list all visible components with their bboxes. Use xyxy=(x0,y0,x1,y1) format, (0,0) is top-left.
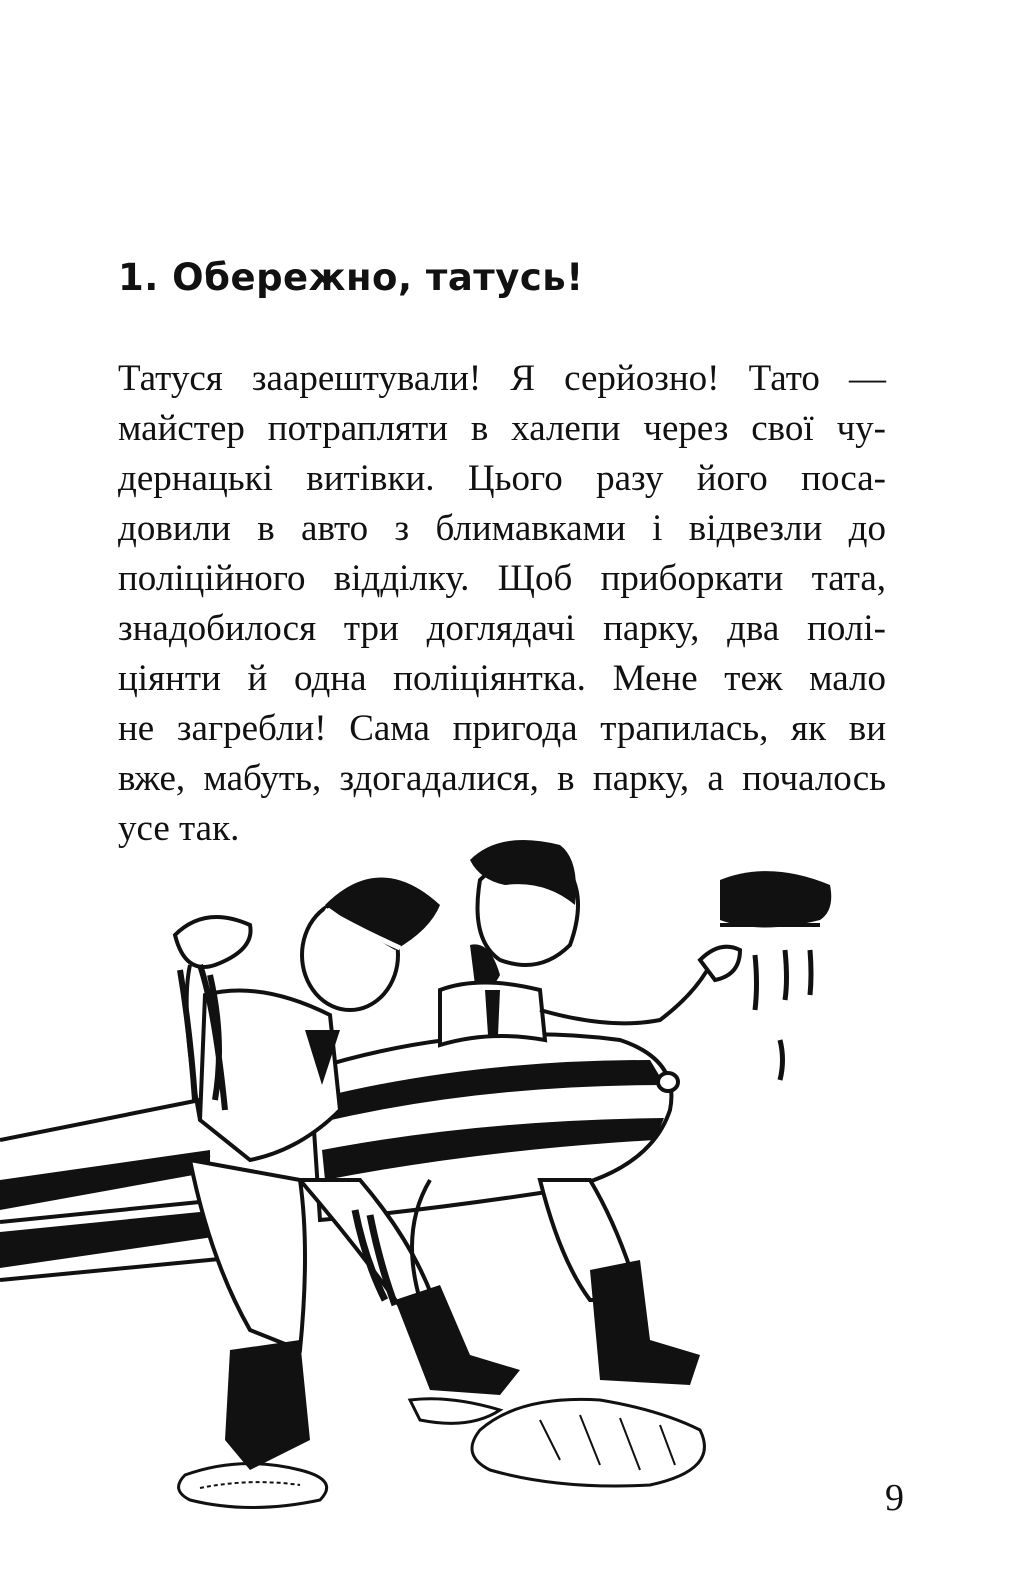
text-line: Татуся заарештували! Я серйозно! Тато — xyxy=(118,358,886,399)
text-line: довили в авто з блимавками і відвезли до xyxy=(118,508,886,549)
text-line: майстер потрапляти в халепи через свої чу- xyxy=(118,408,886,449)
text-line: вже, мабуть, здогадалися, в парку, а почалось xyxy=(118,758,886,799)
chapter-title: 1. Обережно, татусь! xyxy=(118,256,584,299)
text-line: поліційного відділку. Щоб приборкати тата, xyxy=(118,558,886,599)
text-line: знадобилося три доглядачі парку, два полі- xyxy=(118,608,886,649)
text-line: ціянти й одна поліціянтка. Мене теж мало xyxy=(118,658,886,699)
text-line: дернацькі витівки. Цього разу його поса- xyxy=(118,458,886,499)
cartoon-illustration xyxy=(0,830,900,1530)
text-line: не загребли! Сама пригода трапилась, як ви xyxy=(118,708,886,749)
page-number: 9 xyxy=(885,1477,904,1519)
body-paragraph xyxy=(118,354,886,854)
text-line: усе так. xyxy=(118,808,240,849)
